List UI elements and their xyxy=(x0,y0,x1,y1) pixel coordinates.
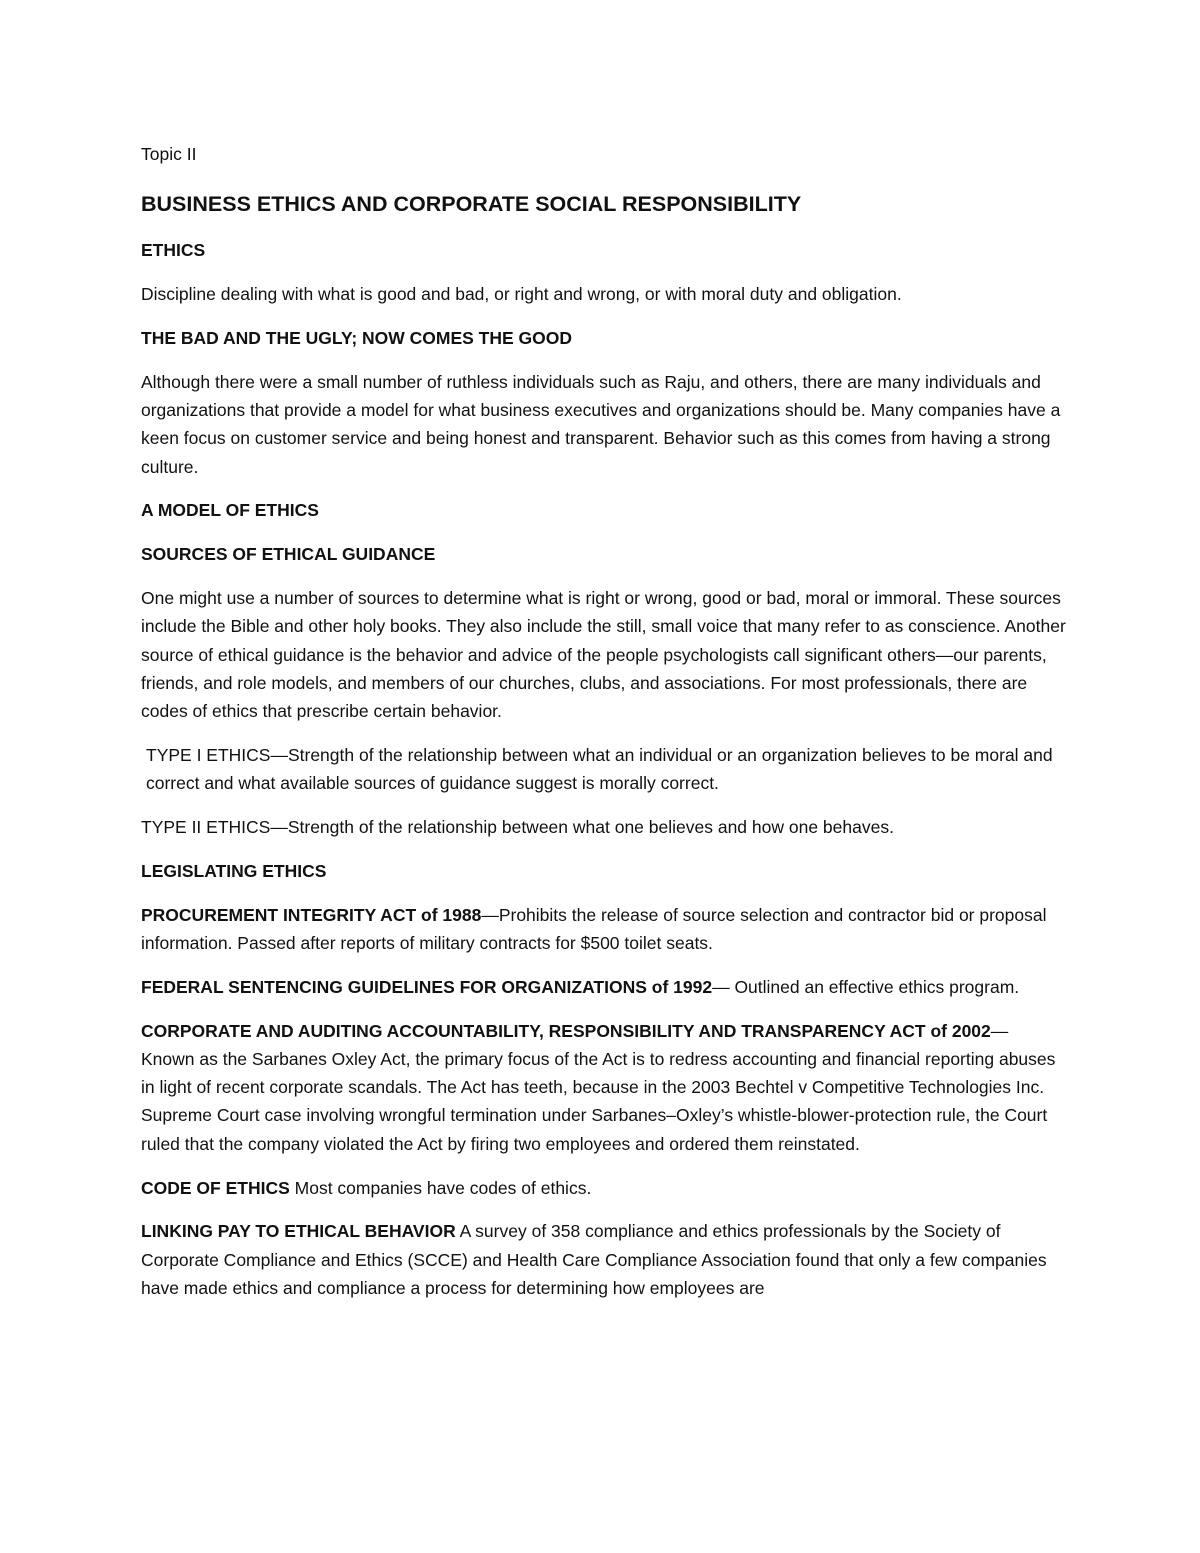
sarbanes-oxley-paragraph xyxy=(141,1017,1066,1158)
sarbanes-oxley-text: — Known as the Sarbanes Oxley Act, the primary focus of the Act is to redress accounting and financial reporting abuses in light of recent corporate scandals. The Act has teeth, because in the 2003 Bechtel v Competitive Technologies Inc. Supreme Court case involving wrongful termination under Sarbanes–Oxley’s whistle-blower-protection rule, the Court ruled that the company violated the Act by firing two employees and ordered them reinstated. xyxy=(141,1020,1056,1154)
code-of-ethics-text: Most companies have codes of ethics. xyxy=(289,1177,592,1198)
procurement-act-text: —Prohibits the release of source selection and contractor bid or proposal information. Passed after reports of military contracts for $500 toilet seats. xyxy=(141,904,1047,953)
linking-pay-text: A survey of 358 compliance and ethics professionals by the Society of Corporate Compliance and Ethics (SCCE) and Health Care Compliance Association found that only a few companies have made ethics and compliance a process for determining how employees are xyxy=(141,1221,1047,1298)
sarbanes-oxley-term: CORPORATE AND AUDITING ACCOUNTABILITY, RESPONSIBILITY AND TRANSPARENCY ACT of 2002 xyxy=(141,1020,991,1041)
document-body xyxy=(141,140,1066,1318)
type-one-ethics-paragraph: TYPE I ETHICS—Strength of the relationship between what an individual or an organization believes to be moral and correct and what available sources of guidance suggest is morally correct. xyxy=(146,744,1053,794)
legislating-heading: LEGISLATING ETHICS xyxy=(141,860,327,881)
type-two-ethics-paragraph: TYPE II ETHICS—Strength of the relationship between what one believes and how one behaves. xyxy=(141,817,894,838)
ethics-heading: ETHICS xyxy=(141,240,206,261)
linking-pay-paragraph xyxy=(141,1217,1066,1302)
sentencing-guidelines-term: FEDERAL SENTENCING GUIDELINES FOR ORGANIZATIONS of 1992 xyxy=(141,976,713,997)
sentencing-guidelines-text: — Outlined an effective ethics program. xyxy=(712,976,1020,997)
procurement-act-paragraph xyxy=(141,901,1066,958)
procurement-act-term: PROCUREMENT INTEGRITY ACT of 1988 xyxy=(141,904,482,925)
sources-heading: SOURCES OF ETHICAL GUIDANCE xyxy=(141,544,436,565)
document-title: BUSINESS ETHICS AND CORPORATE SOCIAL RESPONSIBILITY xyxy=(141,192,802,217)
linking-pay-term: LINKING PAY TO ETHICAL BEHAVIOR xyxy=(141,1221,456,1242)
code-of-ethics-paragraph xyxy=(141,1174,1066,1202)
sources-paragraph: One might use a number of sources to determine what is right or wrong, good or bad, moral or immoral. These sources include the Bible and other holy books. They also include the still, small voice that many refer to as conscience. Another source of ethical guidance is the behavior and advice of the people psychologists call significant others—our parents, friends, and role models, and members of our churches, clubs, and associations. For most professionals, there are codes of ethics that prescribe certain behavior. xyxy=(141,587,1066,722)
code-of-ethics-term: CODE OF ETHICS xyxy=(141,1177,290,1198)
model-of-ethics-heading: A MODEL OF ETHICS xyxy=(141,500,319,521)
topic-label: Topic II xyxy=(141,144,197,164)
ethics-definition: Discipline dealing with what is good and bad, or right and wrong, or with moral duty and obligation. xyxy=(141,284,902,305)
sentencing-guidelines-paragraph xyxy=(141,973,1066,1001)
bad-ugly-paragraph: Although there were a small number of ruthless individuals such as Raju, and others, there are many individuals and organizations that provide a model for what business executives and organizations should be. Many companies have a keen focus on customer service and being honest and transparent. Behavior such as this comes from having a strong culture. xyxy=(141,371,1061,477)
bad-ugly-heading: THE BAD AND THE UGLY; NOW COMES THE GOOD xyxy=(141,327,573,348)
